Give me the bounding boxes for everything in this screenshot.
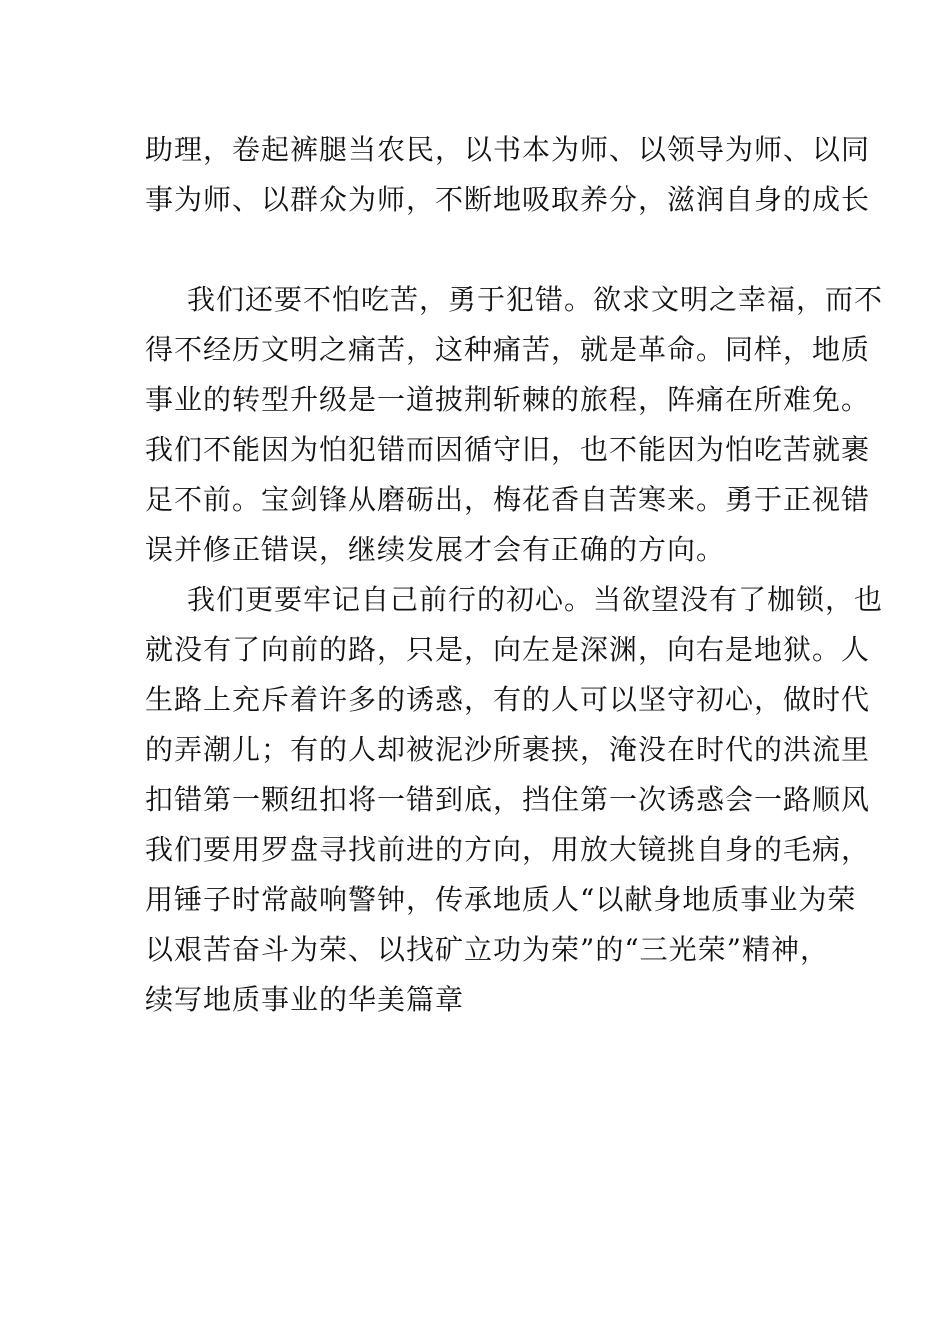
text-line: 我们不能因为怕犯错而因循守旧，也不能因为怕吃苦就裹	[145, 433, 871, 466]
text-line: 就没有了向前的路，只是，向左是深渊，向右是地狱。人	[145, 633, 871, 666]
text-line: 我们要用罗盘寻找前进的方向，用放大镜挑自身的毛病，	[145, 833, 871, 866]
text-line: 事业的转型升级是一道披荆斩棘的旅程，阵痛在所难免。	[145, 383, 871, 416]
text-line: 助理，卷起裤腿当农民，以书本为师、以领导为师、以同	[145, 133, 871, 166]
text-line: 误并修正错误，继续发展才会有正确的方向。	[145, 533, 726, 566]
text-line: 足不前。宝剑锋从磨砺出，梅花香自苦寒来。勇于正视错	[145, 483, 871, 516]
text-line: 以艰苦奋斗为荣、以找矿立功为荣”的“三光荣”精神，	[145, 933, 829, 966]
text-line: 扣错第一颗纽扣将一错到底，挡住第一次诱惑会一路顺风	[145, 783, 871, 816]
text-line: 用锤子时常敲响警钟，传承地质人“以献身地质事业为荣	[145, 883, 857, 916]
text-line: 的弄潮儿；有的人却被泥沙所裹挟，淹没在时代的洪流里	[145, 733, 871, 766]
paragraph-start-line: 我们更要牢记自己前行的初心。当欲望没有了枷锁，也	[187, 583, 884, 616]
text-line: 生路上充斥着许多的诱惑，有的人可以坚守初心，做时代	[145, 683, 871, 716]
text-line: 续写地质事业的华美篇章	[145, 983, 465, 1016]
text-line: 得不经历文明之痛苦，这种痛苦，就是革命。同样，地质	[145, 333, 871, 366]
paragraph-start-line: 我们还要不怕吃苦，勇于犯错。欲求文明之幸福，而不	[187, 283, 884, 316]
text-line: 事为师、以群众为师，不断地吸取养分，滋润自身的成长	[145, 183, 871, 216]
